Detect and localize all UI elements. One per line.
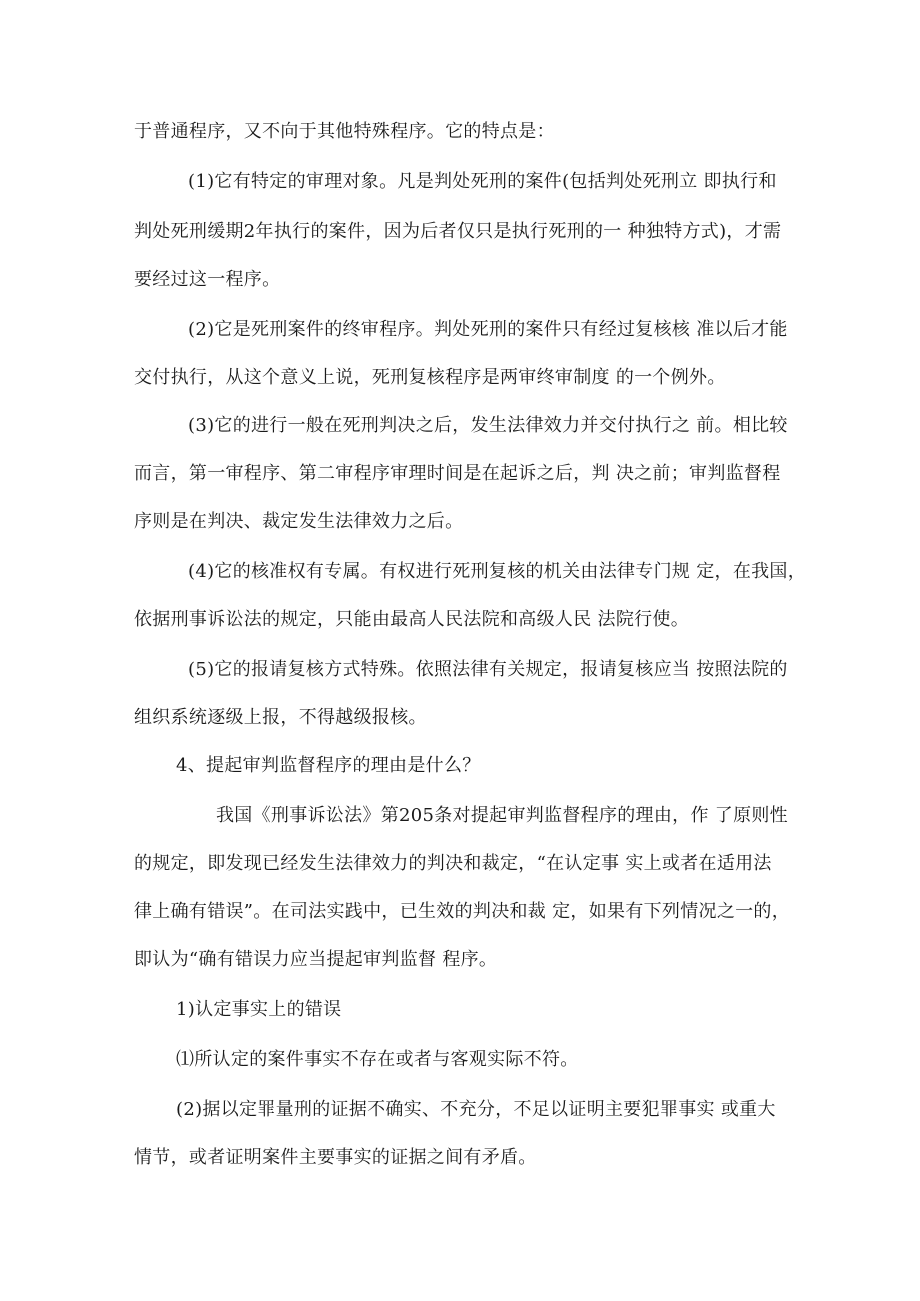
text-line: 于普通程序，又不向于其他特殊程序。它的特点是： bbox=[134, 121, 555, 142]
text-line: (2)它是死刑案件的终审程序。判处死刑的案件只有经过复核核 准以后才能 bbox=[188, 319, 788, 340]
text-line: 序则是在判决、裁定发生法律效力之后。 bbox=[134, 511, 464, 532]
text-line: 情节，或者证明案件主要事实的证据之间有矛盾。 bbox=[134, 1147, 537, 1168]
text-line: 判处死刑缓期2年执行的案件，因为后者仅只是执行死刑的一 种独特方式)，才需 bbox=[134, 221, 782, 242]
text-line: 律上确有错误”。在司法实践中，已生效的判决和裁 定，如果有下列情况之一的， bbox=[134, 901, 791, 922]
text-line: 要经过这一程序。 bbox=[134, 269, 281, 290]
text-line: 即认为“确有错误力应当提起审判监督 程序。 bbox=[134, 949, 498, 970]
text-line: 交付执行，从这个意义上说，死刑复核程序是两审终审制度 的一个例外。 bbox=[134, 367, 726, 388]
text-line: (3)它的进行一般在死刑判决之后，发生法律效力并交付执行之 前。相比较 bbox=[188, 415, 788, 436]
text-line: (5)它的报请复核方式特殊。依照法律有关规定，报请复核应当 按照法院的 bbox=[188, 659, 788, 680]
text-line: ⑴所认定的案件事实不存在或者与客观实际不符。 bbox=[176, 1049, 579, 1070]
text-line: 依据刑事诉讼法的规定，只能由最高人民法院和高级人民 法院行使。 bbox=[134, 609, 690, 630]
subheading: 1)认定事实上的错误 bbox=[176, 999, 342, 1020]
section-heading: 4、提起审判监督程序的理由是什么？ bbox=[176, 755, 481, 776]
text-line: (1)它有特定的审理对象。凡是判处死刑的案件(包括判处死刑立 即执行和 bbox=[188, 171, 777, 192]
text-line: (4)它的核准权有专属。有权进行死刑复核的机关由法律专门规 定，在我国， bbox=[188, 561, 807, 582]
text-line: 的规定，即发现已经发生法律效力的判决和裁定，“在认定事 实上或者在适用法 bbox=[134, 853, 772, 874]
text-line: 组织系统逐级上报，不得越级报核。 bbox=[134, 707, 427, 728]
text-line: (2)据以定罪量刑的证据不确实、不充分，不足以证明主要犯罪事实 或重大 bbox=[176, 1099, 776, 1120]
text-line: 而言，第一审程序、第二审程序审理时间是在起诉之后，判 决之前；审判监督程 bbox=[134, 463, 781, 484]
text-line: 我国《刑事诉讼法》第205条对提起审判监督程序的理由，作 了原则性 bbox=[216, 805, 788, 826]
